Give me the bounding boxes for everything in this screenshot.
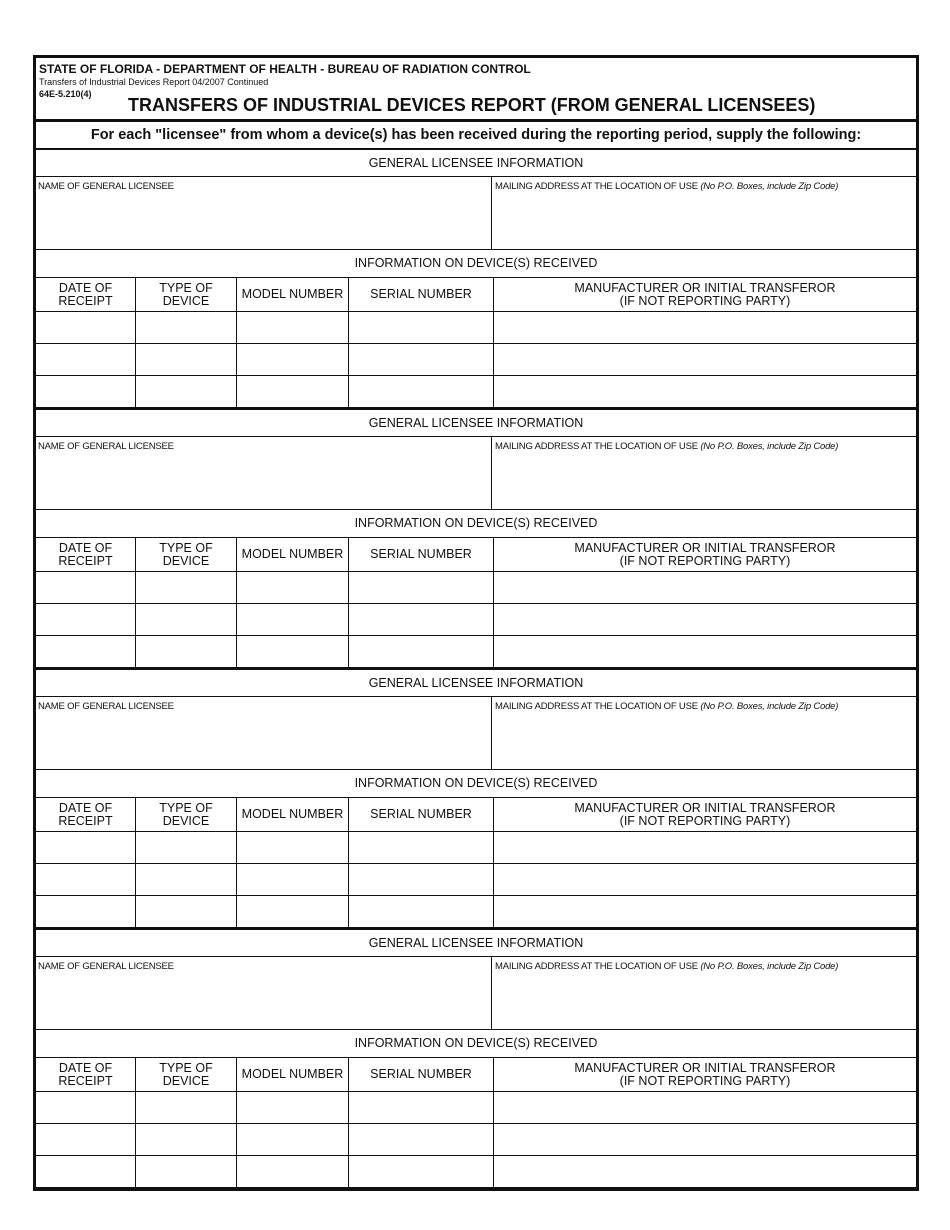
device-cell-date-of-receipt[interactable] <box>36 896 136 927</box>
device-cell-type-of-device[interactable] <box>136 1156 237 1187</box>
device-cell-model-number[interactable] <box>237 636 349 667</box>
licensee-sections <box>36 150 916 1187</box>
device-cell-manufacturer[interactable] <box>494 312 916 343</box>
device-cell-model-number[interactable] <box>237 604 349 635</box>
device-cell-type-of-device[interactable] <box>136 604 237 635</box>
column-header-manufacturer <box>494 538 916 571</box>
column-header-serial-number <box>349 278 494 311</box>
device-cell-manufacturer[interactable] <box>494 344 916 375</box>
licensee-section <box>36 927 916 1187</box>
device-cell-date-of-receipt[interactable] <box>36 344 136 375</box>
device-cell-serial-number[interactable] <box>349 604 494 635</box>
device-cell-date-of-receipt[interactable] <box>36 376 136 407</box>
device-info-header: INFORMATION ON DEVICE(S) RECEIVED <box>36 510 916 538</box>
device-cell-model-number[interactable] <box>237 312 349 343</box>
column-header-line: DEVICE <box>162 293 210 308</box>
device-row <box>36 1092 916 1124</box>
device-cell-type-of-device[interactable] <box>136 864 237 895</box>
mailing-address-field[interactable] <box>492 957 916 1029</box>
column-header-model-number <box>237 278 349 311</box>
column-header-line: TYPE OF <box>159 280 213 295</box>
device-cell-model-number[interactable] <box>237 1156 349 1187</box>
device-cell-serial-number[interactable] <box>349 864 494 895</box>
device-cell-date-of-receipt[interactable] <box>36 864 136 895</box>
column-header-line: DATE OF <box>58 540 113 555</box>
column-header-type-of-device <box>136 538 237 571</box>
column-header-line: DEVICE <box>162 1073 210 1088</box>
device-cell-manufacturer[interactable] <box>494 1156 916 1187</box>
column-header-date-of-receipt <box>36 1058 136 1091</box>
device-cell-serial-number[interactable] <box>349 1156 494 1187</box>
licensee-name-label: NAME OF GENERAL LICENSEE <box>38 441 174 452</box>
column-header-line: DEVICE <box>162 813 210 828</box>
device-row <box>36 636 916 667</box>
device-cell-manufacturer[interactable] <box>494 832 916 863</box>
device-cell-model-number[interactable] <box>237 344 349 375</box>
column-header-model-number <box>237 798 349 831</box>
column-header-line: SERIAL NUMBER <box>370 807 472 821</box>
device-cell-manufacturer[interactable] <box>494 896 916 927</box>
column-header-line: RECEIPT <box>58 293 113 308</box>
column-header-date-of-receipt <box>36 538 136 571</box>
rule-number: 64E-5.210(4) <box>39 89 92 99</box>
mailing-address-label: MAILING ADDRESS AT THE LOCATION OF USE <box>495 961 698 972</box>
device-cell-date-of-receipt[interactable] <box>36 1156 136 1187</box>
column-header-date-of-receipt <box>36 278 136 311</box>
device-cell-serial-number[interactable] <box>349 572 494 603</box>
device-row <box>36 896 916 927</box>
mailing-address-note: (No P.O. Boxes, include Zip Code) <box>700 181 839 192</box>
mailing-address-label: MAILING ADDRESS AT THE LOCATION OF USE <box>495 701 698 712</box>
mailing-address-label: MAILING ADDRESS AT THE LOCATION OF USE <box>495 181 698 192</box>
transfer-report-form <box>33 55 919 1191</box>
licensee-section <box>36 667 916 927</box>
form-title: TRANSFERS OF INDUSTRIAL DEVICES REPORT (FROM GENERAL LICENSEES) <box>128 95 816 115</box>
licensee-section <box>36 150 916 407</box>
licensee-section <box>36 407 916 667</box>
device-row <box>36 376 916 407</box>
column-header-serial-number <box>349 798 494 831</box>
device-row <box>36 312 916 344</box>
device-table <box>36 278 916 407</box>
column-header-line: MANUFACTURER OR INITIAL TRANSFEROR <box>574 540 836 555</box>
device-cell-model-number[interactable] <box>237 896 349 927</box>
device-cell-serial-number[interactable] <box>349 636 494 667</box>
column-header-line: SERIAL NUMBER <box>370 287 472 301</box>
column-header-line: MODEL NUMBER <box>241 807 344 821</box>
device-cell-type-of-device[interactable] <box>136 896 237 927</box>
device-cell-date-of-receipt[interactable] <box>36 832 136 863</box>
device-cell-type-of-device[interactable] <box>136 572 237 603</box>
mailing-address-field[interactable] <box>492 697 916 769</box>
device-cell-manufacturer[interactable] <box>494 1124 916 1155</box>
column-header-line: TYPE OF <box>159 1060 213 1075</box>
device-cell-manufacturer[interactable] <box>494 1092 916 1123</box>
device-table <box>36 798 916 927</box>
column-header-line: DEVICE <box>162 553 210 568</box>
device-info-header: INFORMATION ON DEVICE(S) RECEIVED <box>36 770 916 798</box>
device-cell-manufacturer[interactable] <box>494 604 916 635</box>
device-cell-type-of-device[interactable] <box>136 344 237 375</box>
column-header-line: TYPE OF <box>159 540 213 555</box>
form-subtitle: Transfers of Industrial Devices Report 04/2007 Continued <box>39 77 269 87</box>
column-header-line: TYPE OF <box>159 800 213 815</box>
column-header-manufacturer <box>494 278 916 311</box>
column-header-line: DATE OF <box>58 800 113 815</box>
licensee-info-row <box>36 437 916 510</box>
device-cell-serial-number[interactable] <box>349 1092 494 1123</box>
licensee-name-label: NAME OF GENERAL LICENSEE <box>38 961 174 972</box>
agency-name: STATE OF FLORIDA - DEPARTMENT OF HEALTH - BUREAU OF RADIATION CONTROL <box>39 62 531 76</box>
device-row <box>36 344 916 376</box>
device-cell-date-of-receipt[interactable] <box>36 312 136 343</box>
licensee-name-label: NAME OF GENERAL LICENSEE <box>38 701 174 712</box>
column-header-type-of-device <box>136 1058 237 1091</box>
device-cell-serial-number[interactable] <box>349 376 494 407</box>
device-cell-model-number[interactable] <box>237 1124 349 1155</box>
mailing-address-field[interactable] <box>492 437 916 509</box>
device-row <box>36 832 916 864</box>
device-cell-type-of-device[interactable] <box>136 312 237 343</box>
device-row <box>36 572 916 604</box>
column-header-model-number <box>237 538 349 571</box>
device-cell-model-number[interactable] <box>237 572 349 603</box>
device-info-header: INFORMATION ON DEVICE(S) RECEIVED <box>36 250 916 278</box>
device-cell-manufacturer[interactable] <box>494 572 916 603</box>
device-row <box>36 604 916 636</box>
column-header-line: SERIAL NUMBER <box>370 547 472 561</box>
device-table <box>36 1058 916 1187</box>
column-header-line: MODEL NUMBER <box>241 1067 344 1081</box>
licensee-info-row <box>36 177 916 250</box>
licensee-name-field[interactable] <box>36 697 492 769</box>
column-header-serial-number <box>349 538 494 571</box>
column-header-line: (IF NOT REPORTING PARTY) <box>619 293 791 308</box>
device-cell-type-of-device[interactable] <box>136 832 237 863</box>
device-cell-model-number[interactable] <box>237 864 349 895</box>
form-instruction: For each "licensee" from whom a device(s) has been received during the reporting period, supply the following: <box>36 122 916 150</box>
column-header-line: SERIAL NUMBER <box>370 1067 472 1081</box>
mailing-address-note: (No P.O. Boxes, include Zip Code) <box>700 961 839 972</box>
licensee-info-row <box>36 697 916 770</box>
device-table-header <box>36 798 916 832</box>
device-table <box>36 538 916 667</box>
column-header-line: RECEIPT <box>58 1073 113 1088</box>
device-cell-serial-number[interactable] <box>349 832 494 863</box>
mailing-address-field[interactable] <box>492 177 916 249</box>
device-cell-model-number[interactable] <box>237 376 349 407</box>
licensee-name-field[interactable] <box>36 177 492 249</box>
device-cell-serial-number[interactable] <box>349 344 494 375</box>
column-header-line: RECEIPT <box>58 813 113 828</box>
licensee-info-header: GENERAL LICENSEE INFORMATION <box>36 930 916 957</box>
device-table-header <box>36 1058 916 1092</box>
mailing-address-note: (No P.O. Boxes, include Zip Code) <box>700 701 839 712</box>
column-header-line: MANUFACTURER OR INITIAL TRANSFEROR <box>574 800 836 815</box>
device-cell-manufacturer[interactable] <box>494 636 916 667</box>
column-header-line: DATE OF <box>58 1060 113 1075</box>
licensee-info-header: GENERAL LICENSEE INFORMATION <box>36 410 916 437</box>
licensee-name-field[interactable] <box>36 437 492 509</box>
licensee-info-row <box>36 957 916 1030</box>
column-header-line: DATE OF <box>58 280 113 295</box>
device-cell-date-of-receipt[interactable] <box>36 604 136 635</box>
column-header-line: MANUFACTURER OR INITIAL TRANSFEROR <box>574 280 836 295</box>
device-cell-serial-number[interactable] <box>349 1124 494 1155</box>
device-cell-model-number[interactable] <box>237 1092 349 1123</box>
column-header-model-number <box>237 1058 349 1091</box>
device-cell-manufacturer[interactable] <box>494 864 916 895</box>
mailing-address-note: (No P.O. Boxes, include Zip Code) <box>700 441 839 452</box>
device-cell-date-of-receipt[interactable] <box>36 572 136 603</box>
column-header-manufacturer <box>494 798 916 831</box>
device-cell-model-number[interactable] <box>237 832 349 863</box>
column-header-line: MODEL NUMBER <box>241 547 344 561</box>
column-header-line: RECEIPT <box>58 553 113 568</box>
column-header-line: MANUFACTURER OR INITIAL TRANSFEROR <box>574 1060 836 1075</box>
column-header-type-of-device <box>136 278 237 311</box>
device-cell-type-of-device[interactable] <box>136 1092 237 1123</box>
licensee-info-header: GENERAL LICENSEE INFORMATION <box>36 150 916 177</box>
device-table-header <box>36 538 916 572</box>
device-table-header <box>36 278 916 312</box>
column-header-line: (IF NOT REPORTING PARTY) <box>619 813 791 828</box>
device-cell-type-of-device[interactable] <box>136 636 237 667</box>
column-header-line: MODEL NUMBER <box>241 287 344 301</box>
device-cell-type-of-device[interactable] <box>136 1124 237 1155</box>
column-header-line: (IF NOT REPORTING PARTY) <box>619 1073 791 1088</box>
column-header-line: (IF NOT REPORTING PARTY) <box>619 553 791 568</box>
column-header-date-of-receipt <box>36 798 136 831</box>
column-header-serial-number <box>349 1058 494 1091</box>
device-cell-date-of-receipt[interactable] <box>36 1124 136 1155</box>
licensee-info-header: GENERAL LICENSEE INFORMATION <box>36 670 916 697</box>
device-cell-manufacturer[interactable] <box>494 376 916 407</box>
device-cell-type-of-device[interactable] <box>136 376 237 407</box>
device-row <box>36 1156 916 1187</box>
device-cell-serial-number[interactable] <box>349 896 494 927</box>
device-info-header: INFORMATION ON DEVICE(S) RECEIVED <box>36 1030 916 1058</box>
device-row <box>36 864 916 896</box>
mailing-address-label: MAILING ADDRESS AT THE LOCATION OF USE <box>495 441 698 452</box>
column-header-type-of-device <box>136 798 237 831</box>
form-header <box>36 58 916 122</box>
device-cell-date-of-receipt[interactable] <box>36 636 136 667</box>
device-cell-serial-number[interactable] <box>349 312 494 343</box>
licensee-name-field[interactable] <box>36 957 492 1029</box>
device-cell-date-of-receipt[interactable] <box>36 1092 136 1123</box>
device-row <box>36 1124 916 1156</box>
licensee-name-label: NAME OF GENERAL LICENSEE <box>38 181 174 192</box>
column-header-manufacturer <box>494 1058 916 1091</box>
